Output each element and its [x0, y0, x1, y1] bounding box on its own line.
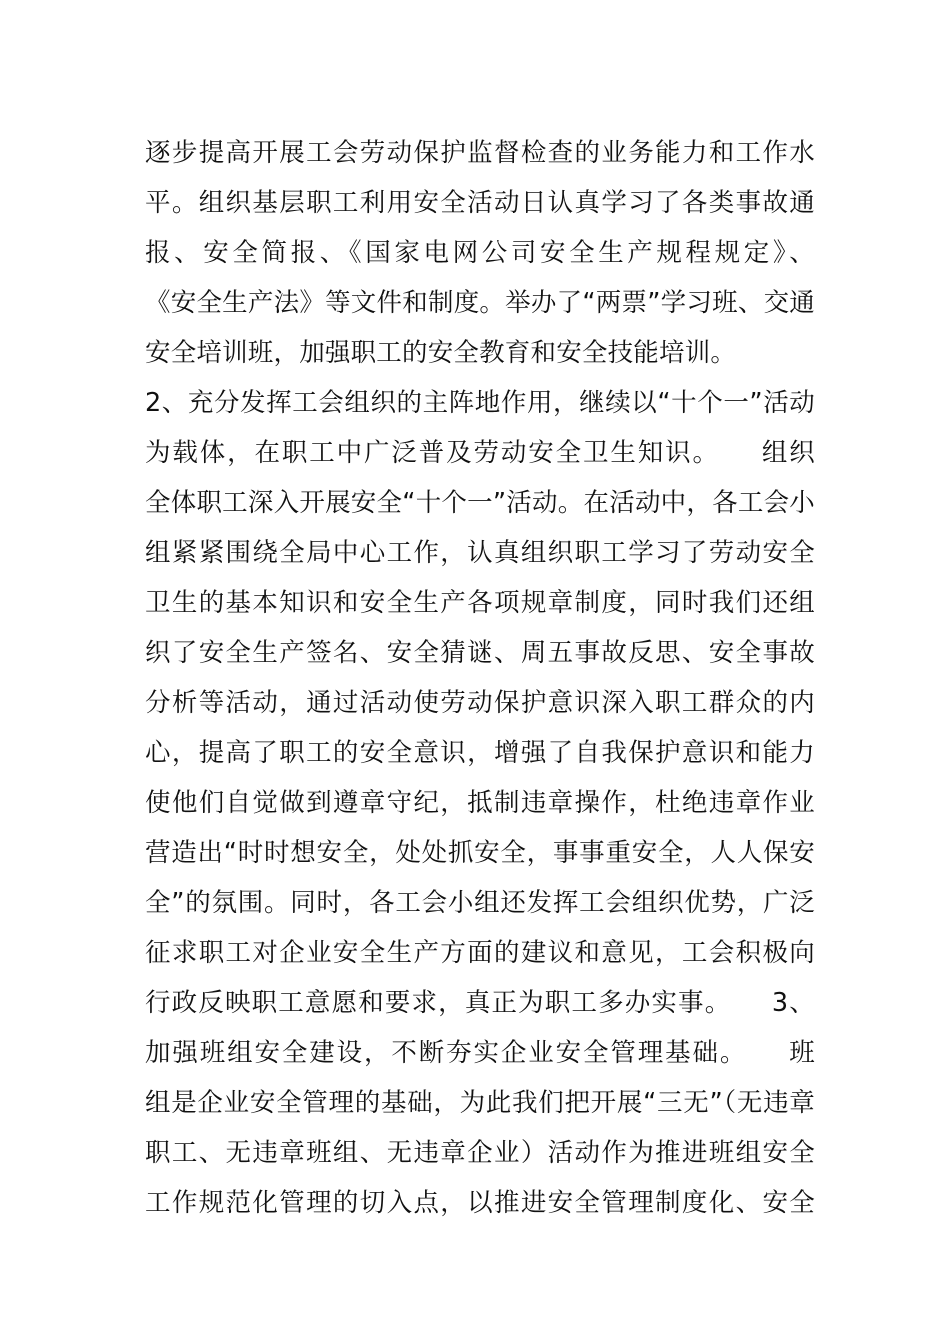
text-line: 使他们自觉做到遵章守纪，抵制违章操作，杜绝违章作业: [145, 788, 815, 818]
text-line: 职工、无违章班组、无违章企业）活动作为推进班组安全: [145, 1138, 815, 1168]
text-line: 织了安全生产签名、安全猜谜、周五事故反思、安全事故: [145, 638, 815, 668]
text-line: 分析等活动，通过活动使劳动保护意识深入职工群众的内: [145, 688, 815, 718]
text-line: 心，提高了职工的安全意识，增强了自我保护意识和能力: [145, 738, 815, 768]
body-text: [145, 128, 815, 1228]
text-line: 2、充分发挥工会组织的主阵地作用，继续以“十个一”活动: [145, 388, 815, 418]
text-line: 工作规范化管理的切入点，以推进安全管理制度化、安全: [145, 1188, 815, 1218]
text-line: 平。组织基层职工利用安全活动日认真学习了各类事故通: [145, 188, 815, 218]
text-line: 征求职工对企业安全生产方面的建议和意见，工会积极向: [145, 938, 815, 968]
text-line: 全体职工深入开展安全“十个一”活动。在活动中，各工会小: [145, 488, 815, 518]
text-line: 营造出“时时想安全，处处抓安全，事事重安全，人人保安: [145, 838, 815, 868]
text-line: 组是企业安全管理的基础，为此我们把开展“三无”（无违章: [145, 1088, 815, 1118]
text-line: 行政反映职工意愿和要求，真正为职工多办实事。 3、: [145, 988, 815, 1018]
text-line: 安全培训班，加强职工的安全教育和安全技能培训。: [145, 338, 737, 368]
text-line: 为载体，在职工中广泛普及劳动安全卫生知识。 组织: [145, 438, 815, 468]
text-line: 卫生的基本知识和安全生产各项规章制度，同时我们还组: [145, 588, 815, 618]
text-line: 全”的氛围。同时，各工会小组还发挥工会组织优势，广泛: [145, 888, 815, 918]
text-line: 《安全生产法》等文件和制度。举办了“两票”学习班、交通: [145, 288, 815, 318]
text-line: 报、安全简报、《国家电网公司安全生产规程规定》、: [145, 238, 815, 268]
text-line: 逐步提高开展工会劳动保护监督检查的业务能力和工作水: [145, 138, 815, 168]
text-line: 加强班组安全建设，不断夯实企业安全管理基础。 班: [145, 1038, 815, 1068]
text-line: 组紧紧围绕全局中心工作，认真组织职工学习了劳动安全: [145, 538, 815, 568]
